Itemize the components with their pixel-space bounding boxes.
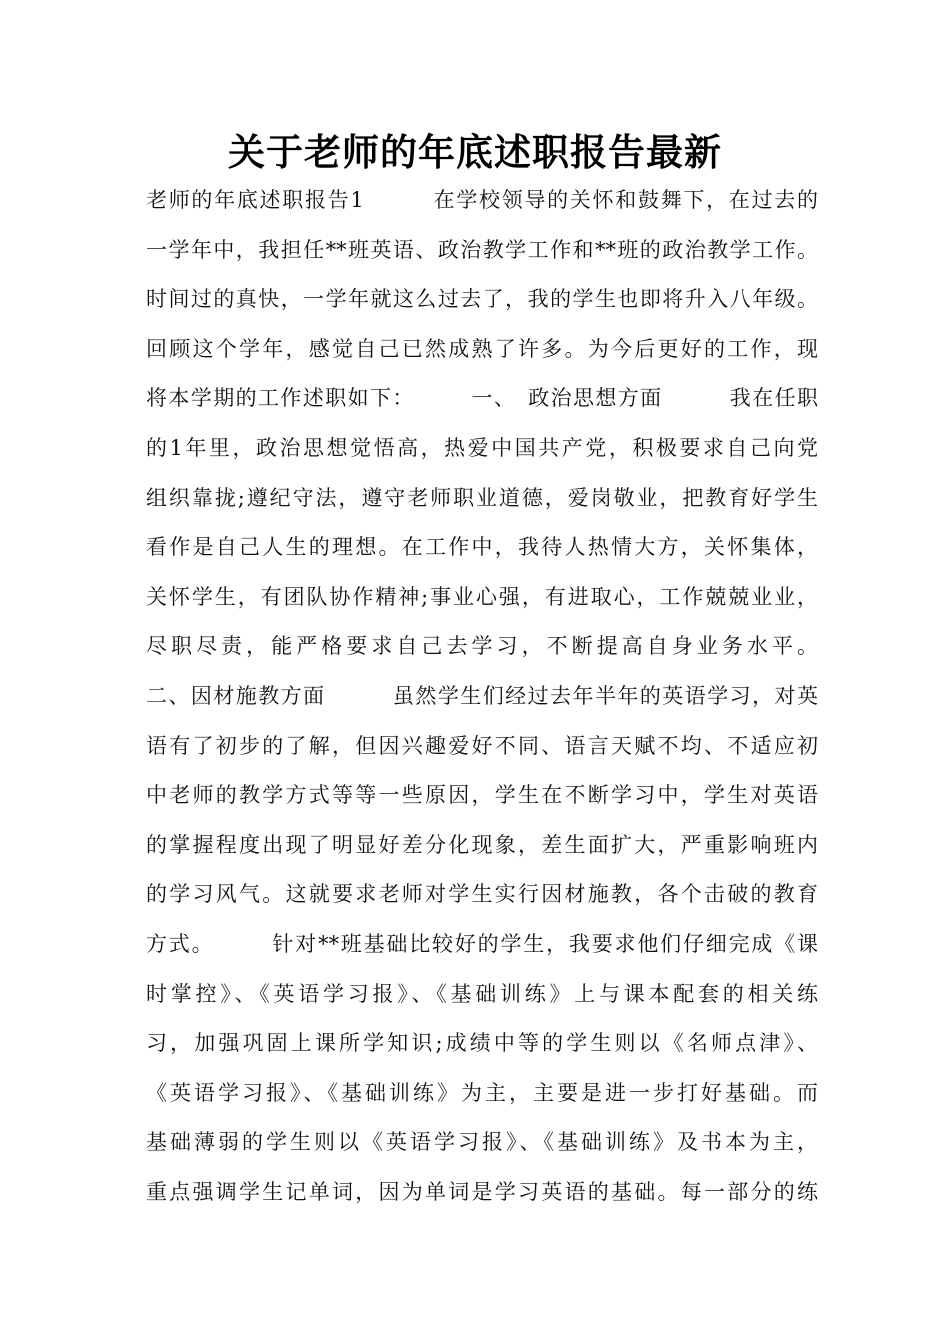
body-line-1: 老师的年底述职报告1 在学校领导的关怀和鼓舞下，在过去的 bbox=[146, 188, 818, 212]
body-line-17: 时掌控》、《英语学习报》、《基础训练》上与课本配套的相关练 bbox=[146, 981, 818, 1006]
body-line-10: 尽职尽责，能严格要求自己去学习，不断提高自身业务水平。 bbox=[146, 634, 818, 659]
body-line-21: 重点强调学生记单词，因为单词是学习英语的基础。每一部分的练 bbox=[146, 1179, 818, 1204]
document-title: 关于老师的年底述职报告最新 bbox=[228, 131, 722, 174]
body-line-20: 基础薄弱的学生则以《英语学习报》、《基础训练》及书本为主， bbox=[146, 1130, 818, 1155]
body-line-3: 时间过的真快，一学年就这么过去了，我的学生也即将升入八年级。 bbox=[146, 287, 818, 312]
body-line-16: 方式。 针对**班基础比较好的学生，我要求他们仔细完成《课 bbox=[146, 931, 818, 956]
body-line-2: 一学年中，我担任**班英语、政治教学工作和**班的政治教学工作。 bbox=[146, 237, 818, 262]
body-line-19: 《英语学习报》、《基础训练》为主，主要是进一步打好基础。而 bbox=[146, 1080, 818, 1105]
body-line-4: 回顾这个学年，感觉自己已然成熟了许多。为今后更好的工作，现 bbox=[146, 336, 818, 361]
body-line-5: 将本学期的工作述职如下： 一、 政治思想方面 我在任职 bbox=[146, 386, 818, 411]
body-line-18: 习，加强巩固上课所学知识;成绩中等的学生则以《名师点津》、 bbox=[146, 1031, 818, 1056]
body-line-12: 语有了初步的了解，但因兴趣爱好不同、语言天赋不均、不适应初 bbox=[146, 733, 818, 758]
body-line-14: 的掌握程度出现了明显好差分化现象，差生面扩大，严重影响班内 bbox=[146, 832, 818, 857]
body-line-7: 组织靠拢;遵纪守法，遵守老师职业道德，爱岗敬业，把教育好学生 bbox=[146, 485, 818, 510]
body-line-11: 二、因材施教方面 虽然学生们经过去年半年的英语学习，对英 bbox=[146, 683, 818, 708]
body-line-13: 中老师的教学方式等等一些原因，学生在不断学习中，学生对英语 bbox=[146, 783, 818, 808]
body-line-6: 的1年里，政治思想觉悟高，热爱中国共产党，积极要求自己向党 bbox=[146, 435, 818, 460]
body-line-15: 的学习风气。这就要求老师对学生实行因材施教，各个击破的教育 bbox=[146, 882, 818, 907]
body-line-8: 看作是自己人生的理想。在工作中，我待人热情大方，关怀集体， bbox=[146, 535, 818, 560]
body-line-9: 关怀学生，有团队协作精神;事业心强，有进取心，工作兢兢业业， bbox=[146, 584, 818, 609]
document-body bbox=[146, 184, 818, 1225]
